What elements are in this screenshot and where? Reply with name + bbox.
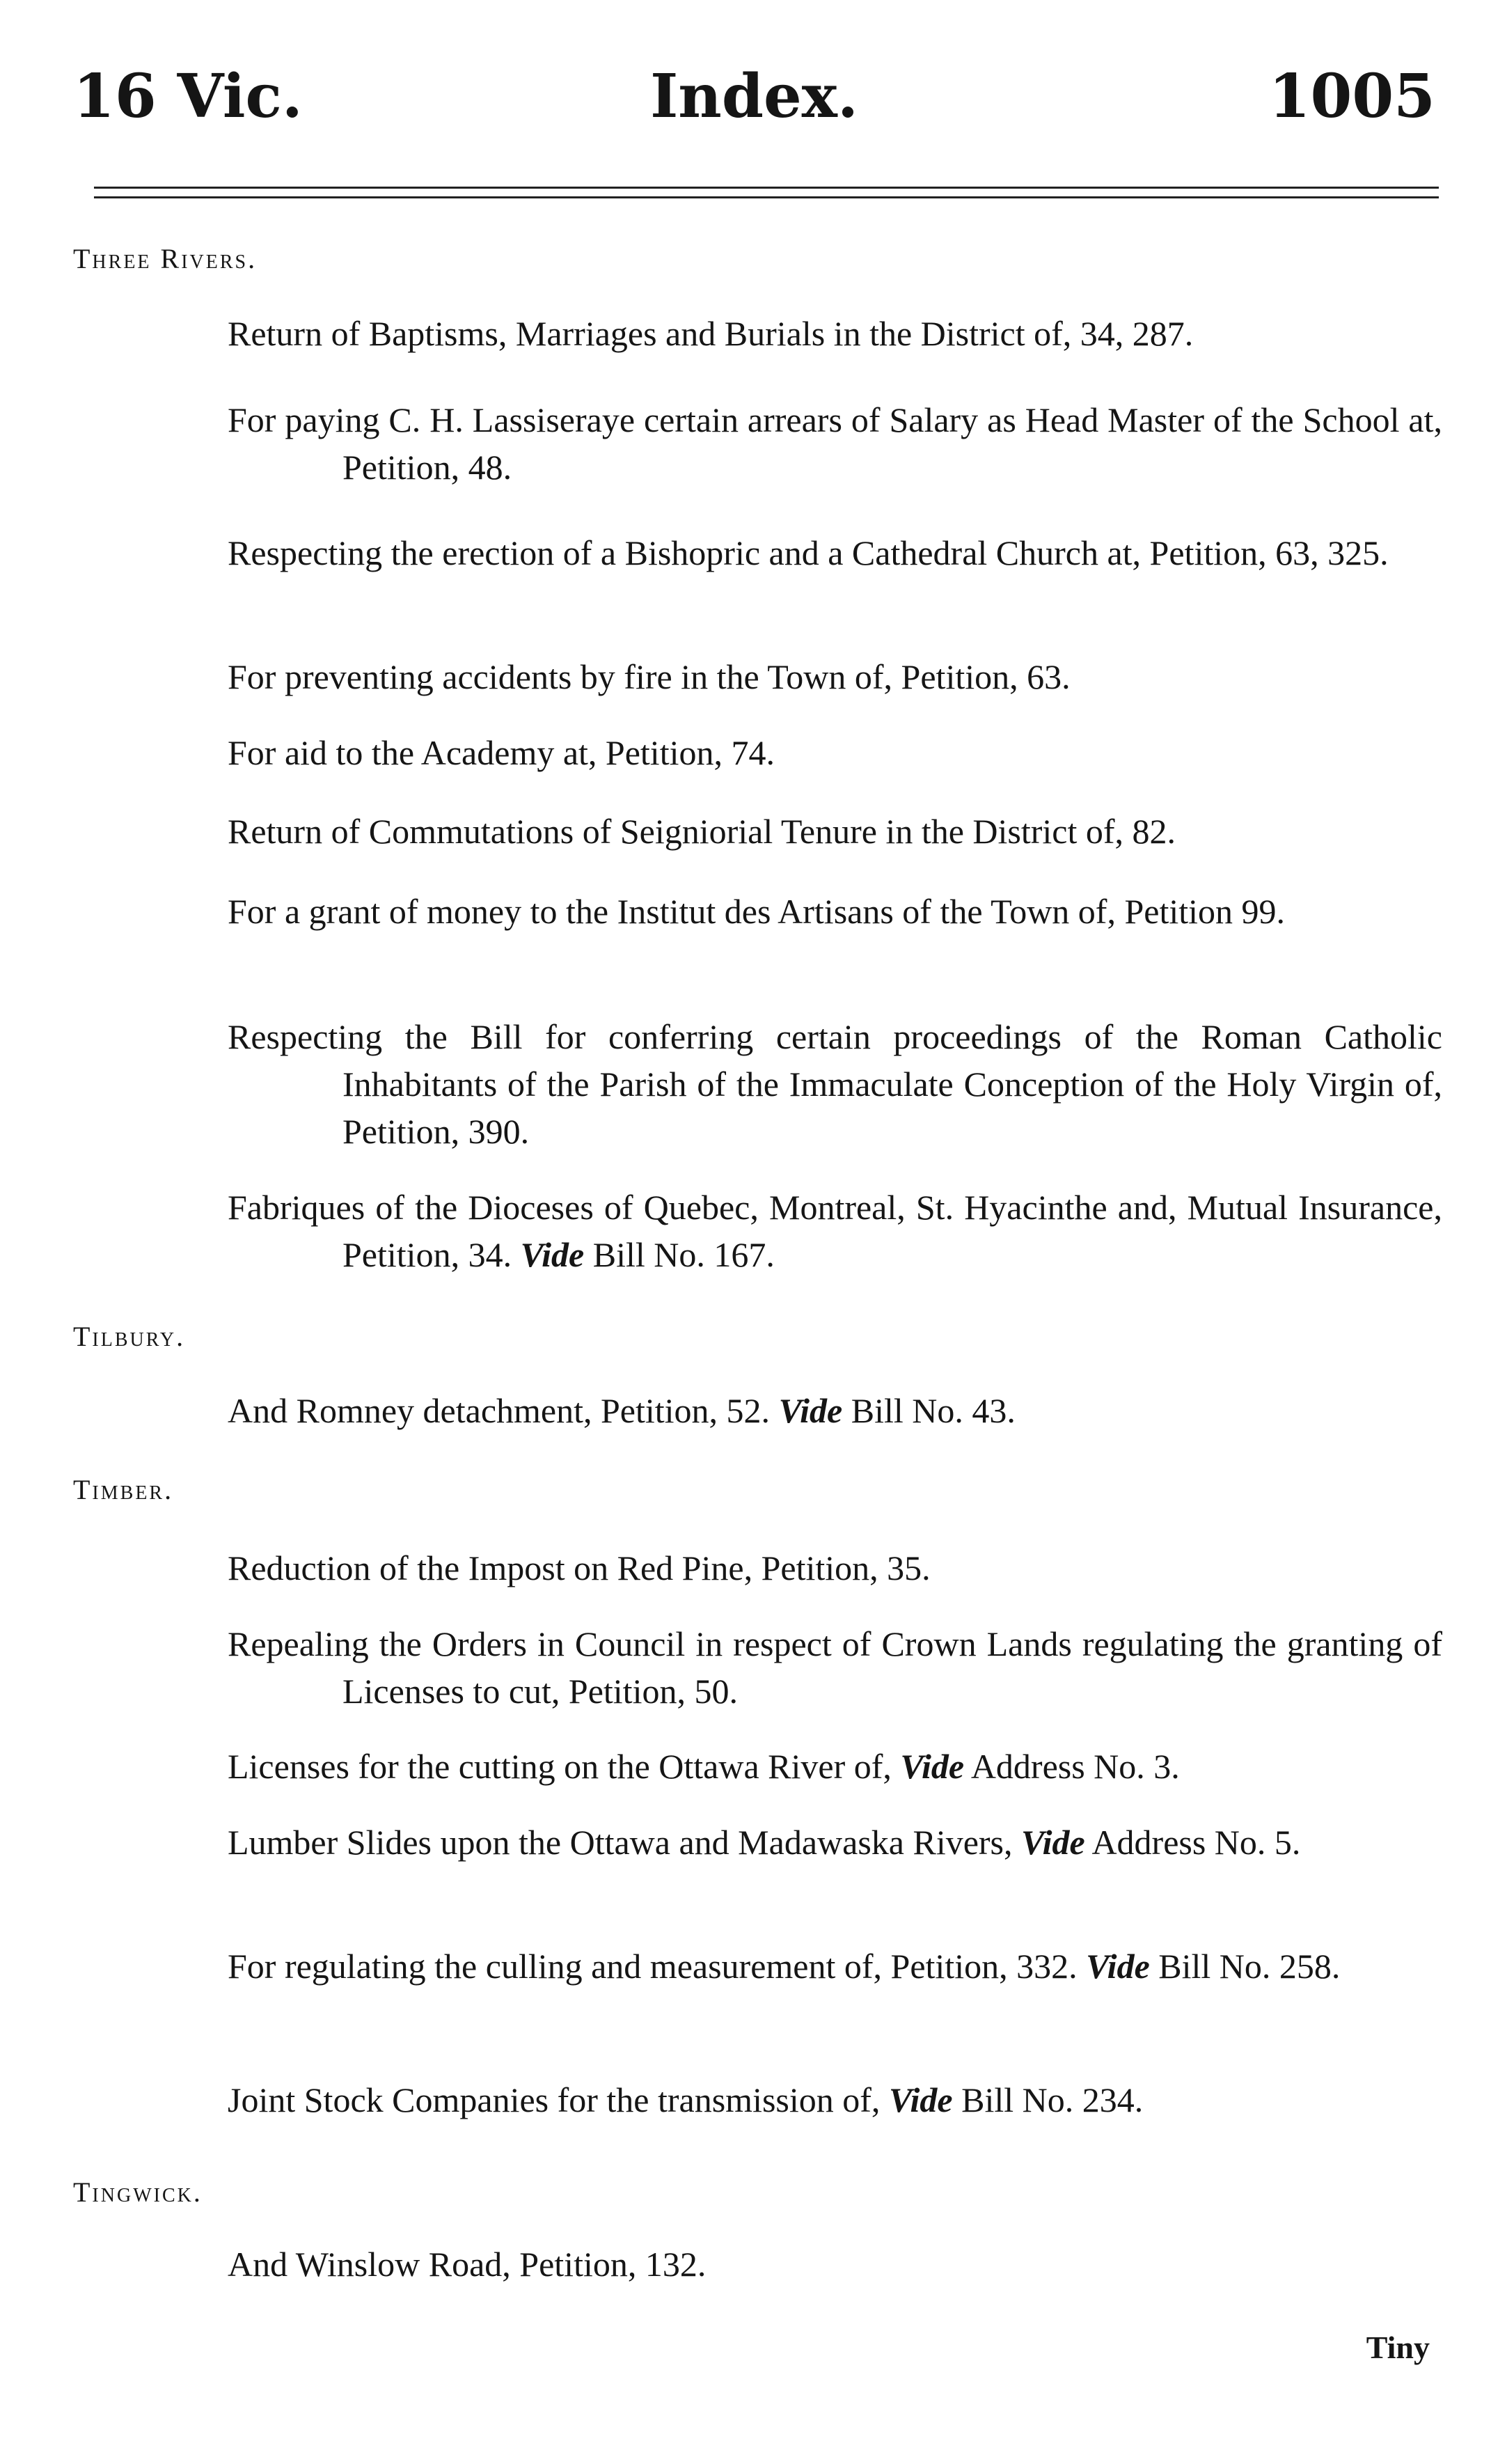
vide-reference: Vide xyxy=(1021,1823,1085,1862)
index-entry: For aid to the Academy at, Petition, 74. xyxy=(228,733,775,772)
vide-reference: Vide xyxy=(778,1391,843,1430)
vide-reference: Vide xyxy=(520,1235,585,1274)
index-entry: For regulating the culling and measurement of, Petition, 332. Vide Bill No. 258. xyxy=(228,1947,1341,1986)
index-entry: For paying C. H. Lassiseraye certain arrears of Salary as Head Master of the School at, Petition, 48. xyxy=(228,400,1442,487)
header-page-number: 1005 xyxy=(1268,61,1435,132)
index-entry: Return of Baptisms, Marriages and Burials in the District of, 34, 287. xyxy=(228,314,1194,353)
section-heading: Tilbury. xyxy=(73,1321,186,1352)
index-entry: Joint Stock Companies for the transmission of, Vide Bill No. 234. xyxy=(228,2080,1144,2119)
vide-reference: Vide xyxy=(888,2080,953,2119)
index-entry: Reduction of the Impost on Red Pine, Petition, 35. xyxy=(228,1548,931,1587)
page-header xyxy=(73,61,1435,138)
index-entry: For a grant of money to the Institut des Artisans of the Town of, Petition 99. xyxy=(228,892,1286,931)
section-heading: Timber. xyxy=(73,1474,174,1505)
index-entry: And Romney detachment, Petition, 52. Vide Bill No. 43. xyxy=(228,1391,1016,1430)
index-entry: Respecting the Bill for conferring certain proceedings of the Roman Catholic Inhabitants of the Parish of the Immaculate Conception of the Holy Virgin of, Petition, 390. xyxy=(228,1017,1442,1151)
header-session: 16 Vic. xyxy=(73,61,303,132)
index-entry: Respecting the erection of a Bishopric and a Cathedral Church at, Petition, 63, 325. xyxy=(228,533,1389,572)
index-entry: For preventing accidents by fire in the Town of, Petition, 63. xyxy=(228,657,1071,696)
section-heading: Three Rivers. xyxy=(73,243,258,274)
vide-reference: Vide xyxy=(1086,1947,1150,1986)
index-entry: Licenses for the cutting on the Ottawa River of, Vide Address No. 3. xyxy=(228,1747,1180,1786)
header-title: Index. xyxy=(650,61,858,132)
header-rule xyxy=(94,187,1439,189)
catchword: Tiny xyxy=(1366,2330,1430,2365)
index-entry: Fabriques of the Dioceses of Quebec, Montreal, St. Hyacinthe and, Mutual Insurance, Petition, 34. Vide Bill No. 167. xyxy=(228,1188,1442,1274)
index-entry: And Winslow Road, Petition, 132. xyxy=(228,2245,707,2284)
index-entry: Return of Commutations of Seigniorial Tenure in the District of, 82. xyxy=(228,812,1176,851)
index-entry: Repealing the Orders in Council in respect of Crown Lands regulating the granting of Licenses to cut, Petition, 50. xyxy=(228,1624,1442,1711)
header-rule xyxy=(94,196,1439,198)
vide-reference: Vide xyxy=(900,1747,965,1786)
index-entry: Lumber Slides upon the Ottawa and Madawaska Rivers, Vide Address No. 5. xyxy=(228,1823,1301,1862)
section-heading: Tingwick. xyxy=(73,2176,203,2208)
